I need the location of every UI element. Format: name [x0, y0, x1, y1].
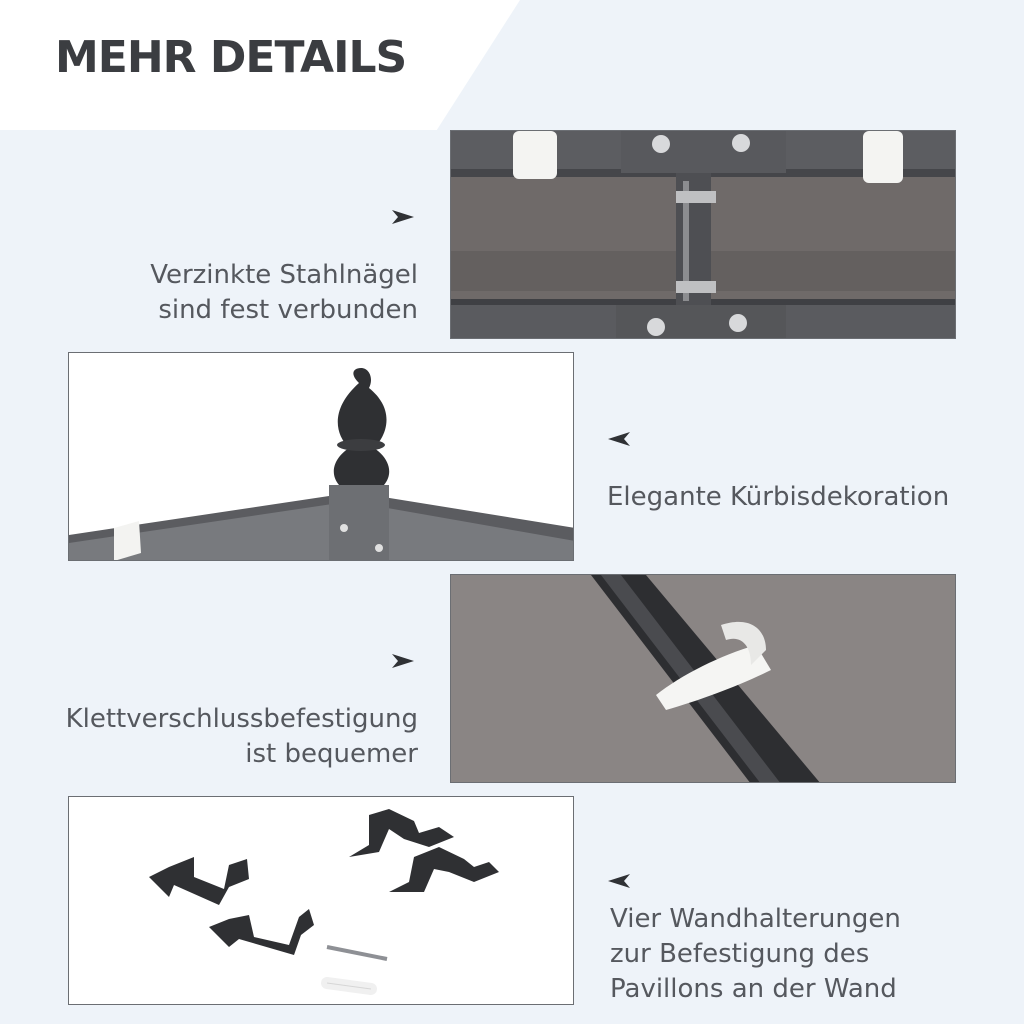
steel-connector-icon: [451, 131, 956, 339]
page-title: MEHR DETAILS: [55, 32, 407, 83]
velcro-photo: [450, 574, 956, 783]
arrow-right-icon: [392, 654, 414, 668]
caption-line: Pavillons an der Wand: [610, 974, 897, 1004]
caption-line: ist bequemer: [245, 739, 418, 769]
wall-bracket-photo: [68, 796, 574, 1005]
finial-decoration-icon: [69, 353, 574, 561]
finial-photo: [68, 352, 574, 561]
caption-line: Verzinkte Stahlnägel: [150, 260, 418, 290]
caption-line: Elegante Kürbisdekoration: [607, 482, 950, 512]
arrow-left-icon: [608, 874, 630, 888]
feature-caption-3: [40, 702, 418, 772]
feature-caption-1: [130, 258, 418, 328]
arrow-left-icon: [608, 432, 630, 446]
caption-line: sind fest verbunden: [158, 295, 418, 325]
caption-line: Klettverschlussbefestigung: [65, 704, 418, 734]
caption-line: zur Befestigung des: [610, 939, 870, 969]
steel-connector-photo: [450, 130, 956, 339]
wall-bracket-icon: [69, 797, 574, 1005]
feature-caption-4: [610, 902, 901, 1007]
caption-line: Vier Wandhalterungen: [610, 904, 901, 934]
feature-caption-2: [607, 480, 949, 515]
velcro-strap-icon: [451, 575, 956, 783]
arrow-right-icon: [392, 210, 414, 224]
